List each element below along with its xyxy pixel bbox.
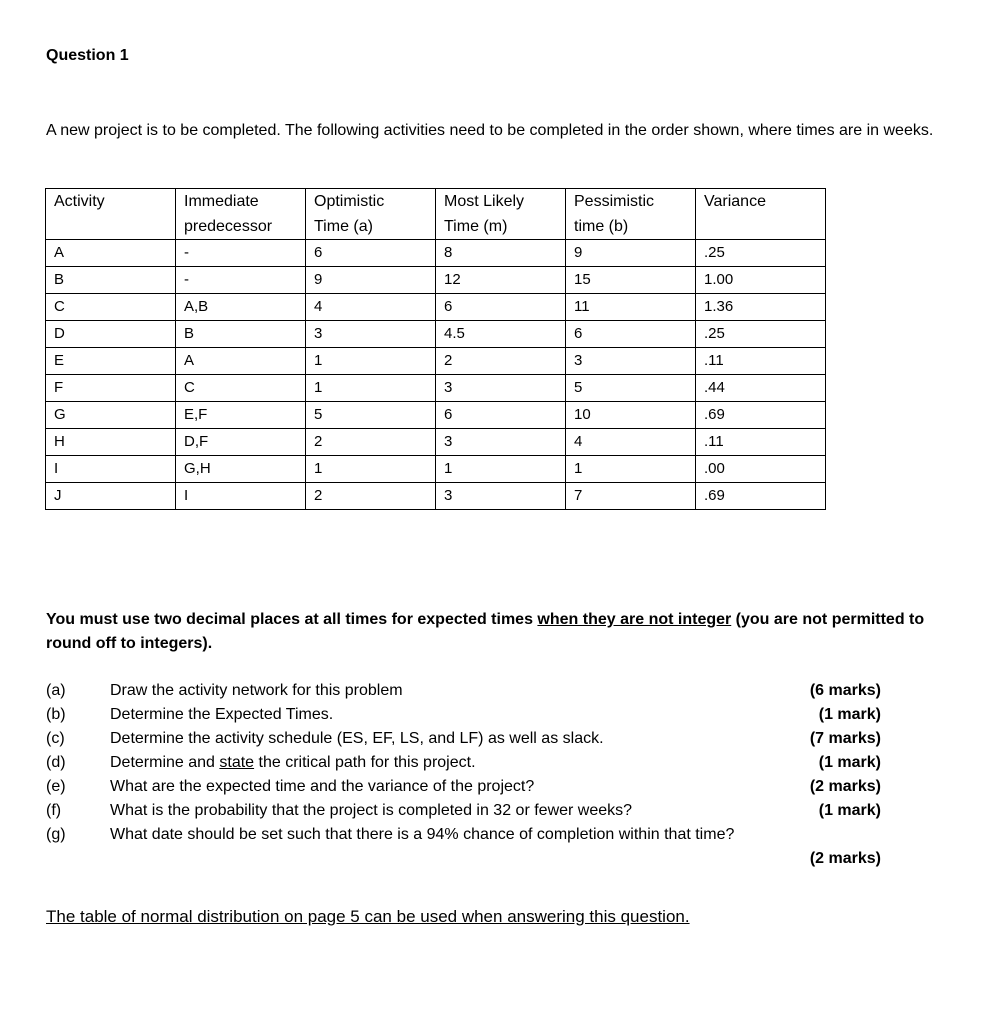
table-cell: I xyxy=(176,483,306,510)
intro-paragraph: A new project is to be completed. The following activities need to be completed in the order shown, where times are in weeks. xyxy=(46,122,934,139)
table-cell: F xyxy=(46,375,176,402)
table-row xyxy=(46,402,826,429)
table-cell: - xyxy=(176,240,306,267)
table-cell: .25 xyxy=(696,240,826,267)
table-row xyxy=(46,483,826,510)
table-cell: 2 xyxy=(306,483,436,510)
table-cell: 11 xyxy=(566,294,696,321)
table-cell: .25 xyxy=(696,321,826,348)
table-cell: 1 xyxy=(436,456,566,483)
table-cell: D xyxy=(46,321,176,348)
table-cell: .00 xyxy=(696,456,826,483)
table-cell: A xyxy=(176,348,306,375)
table-cell: .11 xyxy=(696,348,826,375)
table-row xyxy=(46,348,826,375)
table-cell: 9 xyxy=(306,267,436,294)
table-cell: 6 xyxy=(566,321,696,348)
table-cell: D,F xyxy=(176,429,306,456)
question-label: (f) xyxy=(46,802,62,819)
question-marks: (7 marks) xyxy=(809,730,881,747)
table-cell: 10 xyxy=(566,402,696,429)
question-item-f xyxy=(46,799,881,823)
table-cell: 3 xyxy=(436,429,566,456)
table-cell: A xyxy=(46,240,176,267)
table-cell: C xyxy=(46,294,176,321)
table-cell: J xyxy=(46,483,176,510)
question-marks: (2 marks) xyxy=(809,778,881,795)
header-predecessor: Immediate predecessor xyxy=(176,189,306,240)
table-cell: 6 xyxy=(306,240,436,267)
table-cell: 1 xyxy=(306,348,436,375)
table-row xyxy=(46,321,826,348)
question-label: (d) xyxy=(46,754,66,771)
question-text: What date should be set such that there is a 94% chance of completion within that time? xyxy=(110,826,735,843)
table-cell: 2 xyxy=(436,348,566,375)
header-activity: Activity xyxy=(46,189,176,240)
table-row xyxy=(46,429,826,456)
table-cell: 1.00 xyxy=(696,267,826,294)
table-cell: 1 xyxy=(306,456,436,483)
question-item-d xyxy=(46,751,881,775)
table-cell: 4 xyxy=(306,294,436,321)
question-marks: (6 marks) xyxy=(809,682,881,699)
question-marks: (1 mark) xyxy=(818,754,881,771)
table-cell: 2 xyxy=(306,429,436,456)
question-item-b xyxy=(46,703,881,727)
table-cell: 15 xyxy=(566,267,696,294)
table-cell: .11 xyxy=(696,429,826,456)
table-cell: B xyxy=(46,267,176,294)
table-cell: 5 xyxy=(306,402,436,429)
table-cell: 6 xyxy=(436,294,566,321)
question-item-e xyxy=(46,775,881,799)
table-cell: G,H xyxy=(176,456,306,483)
table-cell: 12 xyxy=(436,267,566,294)
question-text: Draw the activity network for this problem xyxy=(110,682,403,699)
table-cell: .69 xyxy=(696,402,826,429)
table-cell: 1 xyxy=(306,375,436,402)
table-cell: 1.36 xyxy=(696,294,826,321)
question-label: (g) xyxy=(46,826,66,843)
footer-note: The table of normal distribution on page 5 can be used when answering this question. xyxy=(46,907,690,926)
question-text: Determine the Expected Times. xyxy=(110,706,334,723)
table-cell: 3 xyxy=(566,348,696,375)
header-pessimistic: Pessimistic time (b) xyxy=(566,189,696,240)
question-text: What are the expected time and the variance of the project? xyxy=(110,778,535,795)
table-row xyxy=(46,240,826,267)
table-cell: 5 xyxy=(566,375,696,402)
table-cell: 6 xyxy=(436,402,566,429)
header-variance: Variance xyxy=(696,189,826,240)
question-item-a xyxy=(46,679,881,703)
question-text: What is the probability that the project is completed in 32 or fewer weeks? xyxy=(110,802,633,819)
table-row xyxy=(46,375,826,402)
table-cell: E,F xyxy=(176,402,306,429)
table-cell: 4 xyxy=(566,429,696,456)
header-optimistic: Optimistic Time (a) xyxy=(306,189,436,240)
table-cell: 3 xyxy=(436,375,566,402)
table-cell: H xyxy=(46,429,176,456)
table-cell: A,B xyxy=(176,294,306,321)
question-label: (b) xyxy=(46,706,66,723)
question-marks: (2 marks) xyxy=(809,850,881,867)
question-text: Determine the activity schedule (ES, EF, LS, and LF) as well as slack. xyxy=(110,730,604,747)
question-marks: (1 mark) xyxy=(818,802,881,819)
question-title: Question 1 xyxy=(46,47,129,64)
table-cell: .44 xyxy=(696,375,826,402)
table-header-row xyxy=(46,189,826,240)
table-cell: 3 xyxy=(436,483,566,510)
instruction-note: You must use two decimal places at all times for expected times when they are not integer (you are not permitted to round off to integers). xyxy=(46,611,925,652)
header-most-likely: Most Likely Time (m) xyxy=(436,189,566,240)
table-cell: I xyxy=(46,456,176,483)
table-cell: - xyxy=(176,267,306,294)
question-marks: (1 mark) xyxy=(818,706,881,723)
table-row xyxy=(46,267,826,294)
table-cell: 8 xyxy=(436,240,566,267)
table-cell: 9 xyxy=(566,240,696,267)
table-cell: 1 xyxy=(566,456,696,483)
table-cell: 4.5 xyxy=(436,321,566,348)
activity-table xyxy=(45,188,826,510)
table-cell: C xyxy=(176,375,306,402)
table-row xyxy=(46,456,826,483)
table-cell: B xyxy=(176,321,306,348)
question-item-c xyxy=(46,727,881,751)
question-label: (e) xyxy=(46,778,66,795)
question-label: (a) xyxy=(46,682,66,699)
table-row xyxy=(46,294,826,321)
question-list xyxy=(46,679,881,871)
question-label: (c) xyxy=(46,730,65,747)
table-cell: 7 xyxy=(566,483,696,510)
table-cell: G xyxy=(46,402,176,429)
question-item-g xyxy=(46,823,881,871)
table-cell: .69 xyxy=(696,483,826,510)
question-text: Determine and state the critical path for this project. xyxy=(110,754,476,771)
table-cell: E xyxy=(46,348,176,375)
table-cell: 3 xyxy=(306,321,436,348)
